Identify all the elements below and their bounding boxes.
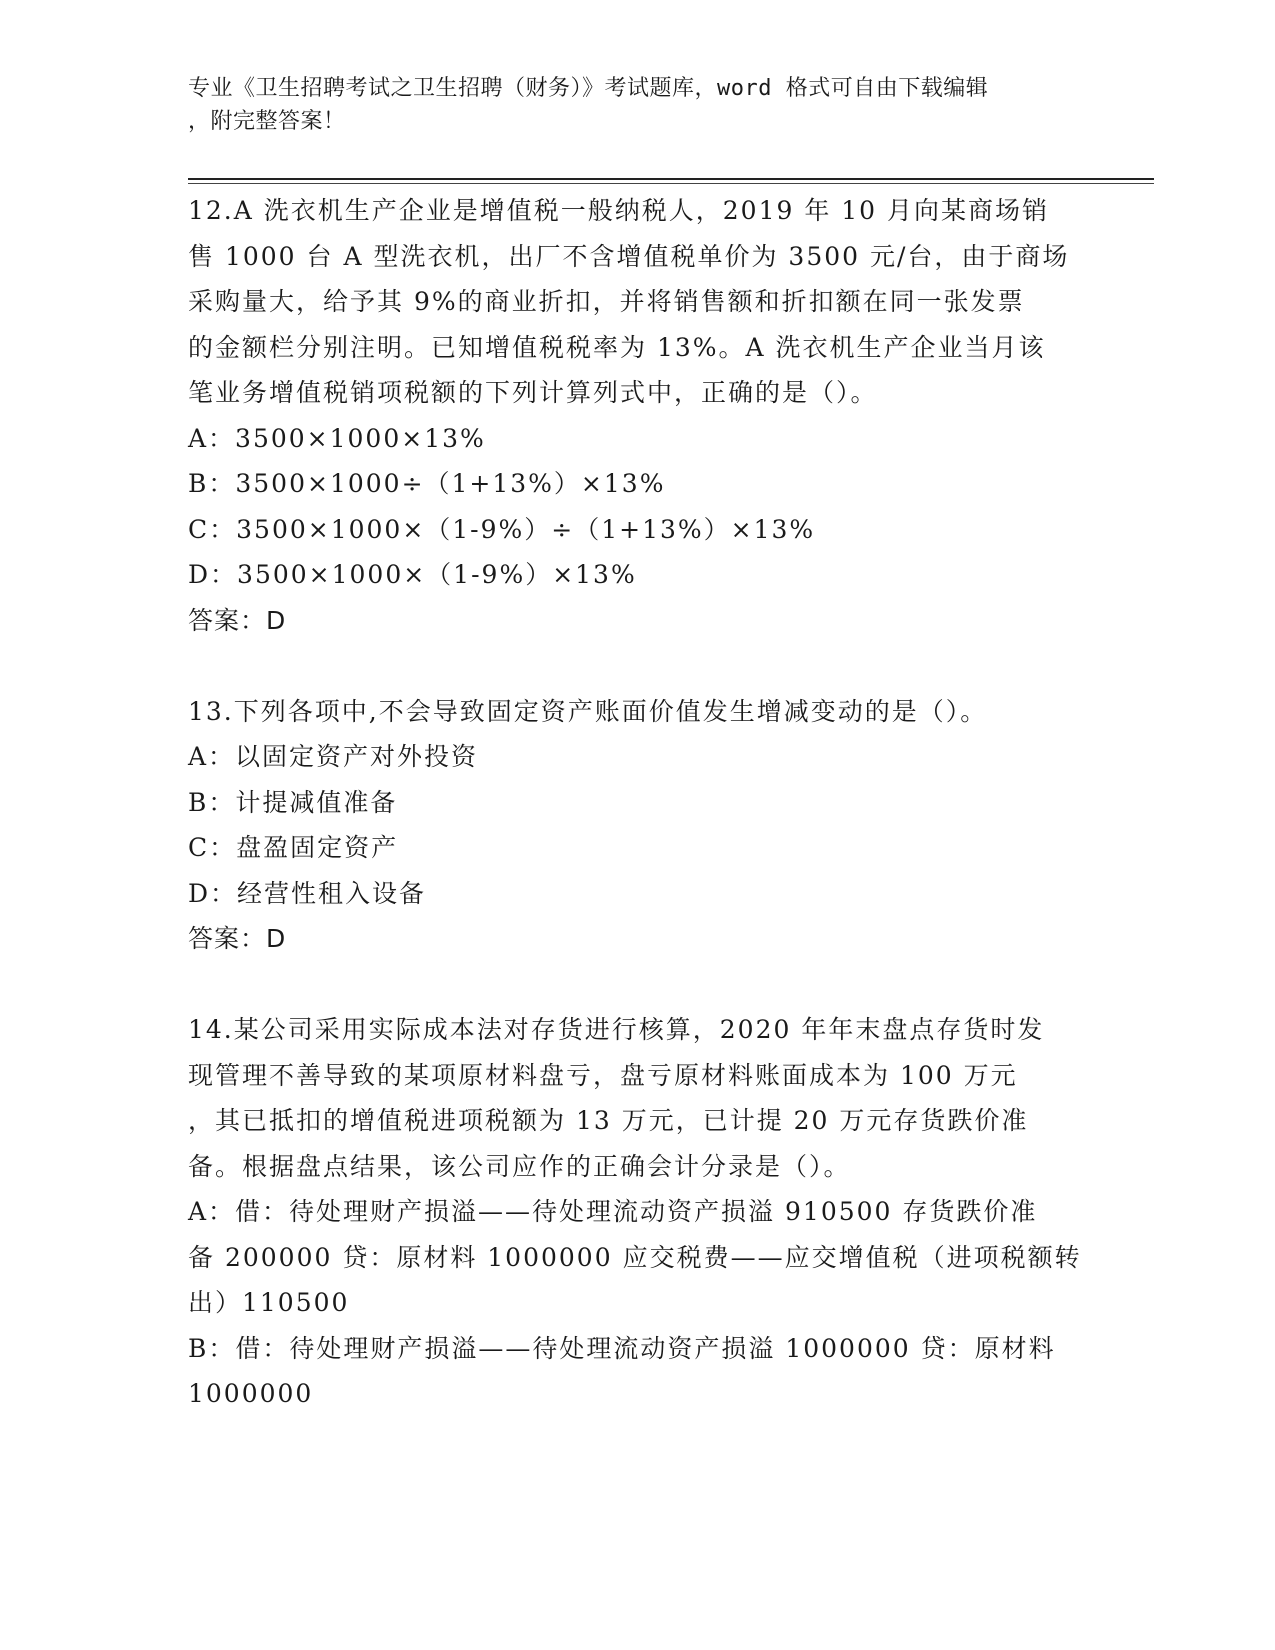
option-line: A：借：待处理财产损溢——待处理流动资产损溢 910500 存货跌价准 xyxy=(188,1197,1038,1226)
stem-line: ，其已抵扣的增值税进项税额为 13 万元，已计提 20 万元存货跌价准 xyxy=(188,1106,1029,1135)
question-stem xyxy=(188,1007,1088,1189)
question-stem xyxy=(188,188,1088,416)
stem-line: 12.A 洗衣机生产企业是增值税一般纳税人，2019 年 10 月向某商场销 xyxy=(188,196,1050,225)
question-stem xyxy=(188,689,1088,735)
option-c: C：3500×1000×（1-9%）÷（1+13%）×13% xyxy=(188,514,816,544)
question-14 xyxy=(188,1007,1088,1417)
option-b xyxy=(188,1326,1088,1417)
option-line: 备 200000 贷：原材料 1000000 应交税费——应交增值税（进项税额转 xyxy=(188,1242,1082,1272)
stem-line: 笔业务增值税销项税额的下列计算列式中，正确的是（）。 xyxy=(188,378,878,407)
option-line: 1000000 xyxy=(188,1379,314,1408)
header-line-2: ，附完整答案！ xyxy=(188,109,346,134)
option-line: 出）110500 xyxy=(188,1288,350,1317)
stem-line: 采购量大，给予其 9%的商业折扣，并将销售额和折扣额在同一张发票 xyxy=(188,287,1025,316)
header-line-1: 专业《卫生招聘考试之卫生招聘（财务）》考试题库，word 格式可自由下载编辑 xyxy=(188,76,989,101)
question-list xyxy=(188,188,1088,1417)
stem-line: 14.某公司采用实际成本法对存货进行核算，2020 年年末盘点存货时发 xyxy=(188,1015,1045,1044)
option-b: B：计提减值准备 xyxy=(188,787,398,817)
header-divider-thin xyxy=(188,183,1154,184)
question-spacer xyxy=(188,643,1088,689)
header-divider-thick xyxy=(188,178,1154,180)
answer-line: 答案：D xyxy=(188,924,287,953)
option-a: A：3500×1000×13% xyxy=(188,423,486,453)
question-13 xyxy=(188,689,1088,962)
stem-line: 13.下列各项中,不会导致固定资产账面价值发生增减变动的是（）。 xyxy=(188,696,988,726)
question-12 xyxy=(188,188,1088,643)
question-spacer xyxy=(188,962,1088,1008)
option-a: A：以固定资产对外投资 xyxy=(188,742,479,771)
stem-line: 的金额栏分别注明。已知增值税税率为 13%。A 洗衣机生产企业当月该 xyxy=(188,332,1046,362)
option-b: B：3500×1000÷（1+13%）×13% xyxy=(188,469,666,498)
stem-line: 现管理不善导致的某项原材料盘亏，盘亏原材料账面成本为 100 万元 xyxy=(188,1060,1018,1090)
option-line: B：借：待处理财产损溢——待处理流动资产损溢 1000000 贷：原材料 xyxy=(188,1333,1056,1363)
stem-line: 售 1000 台 A 型洗衣机，出厂不含增值税单价为 3500 元/台，由于商场 xyxy=(188,241,1070,271)
option-d: D：经营性租入设备 xyxy=(188,878,427,908)
option-c: C：盘盈固定资产 xyxy=(188,833,399,862)
option-d: D：3500×1000×（1-9%）×13% xyxy=(188,560,637,589)
option-a xyxy=(188,1189,1088,1326)
stem-line: 备。根据盘点结果，该公司应作的正确会计分录是（）。 xyxy=(188,1151,851,1181)
answer-line: 答案：D xyxy=(188,605,287,635)
document-header xyxy=(188,72,1088,138)
